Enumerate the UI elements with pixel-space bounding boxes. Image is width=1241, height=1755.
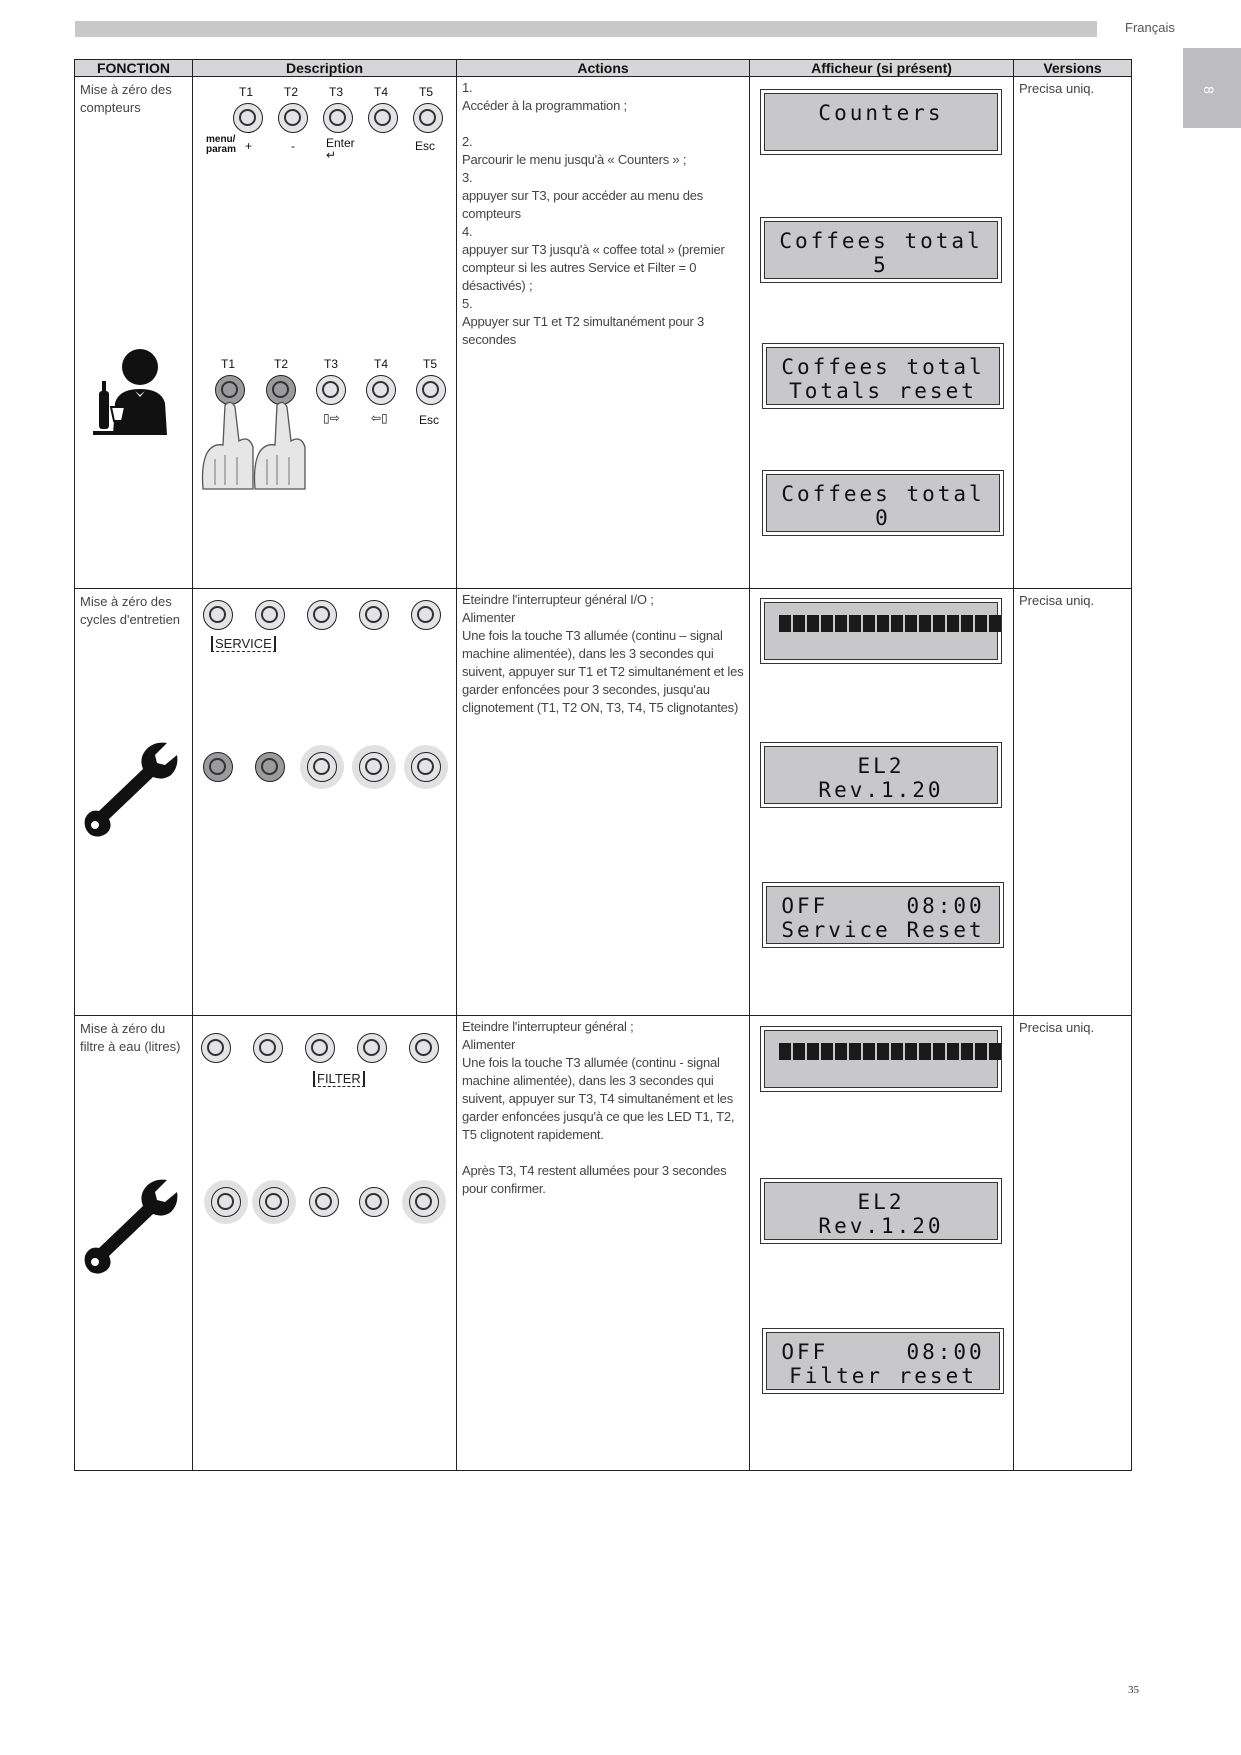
lcd-display: EL2 Rev.1.20 [764, 1182, 998, 1240]
header-bar [75, 21, 1097, 37]
filter-tag: FILTER [313, 1071, 365, 1087]
table-row [75, 589, 1132, 1016]
button-function-label: - [291, 139, 295, 153]
lcd-display: EL2 Rev.1.20 [764, 746, 998, 804]
button-label: T5 [423, 357, 438, 371]
wrench-icon [81, 1176, 181, 1276]
coffee-button-icon [359, 600, 389, 630]
function-name: Mise à zéro des cycles d'entretien [80, 594, 181, 627]
wrench-icon [81, 739, 181, 839]
actions-text: Eteindre l'interrupteur général ; Alimenter Une fois la touche T3 allumée (continu - signal machine alimentée), dans les 3 secondes qui suivent, appuyer sur T3, T4 simultanément et les garder enfoncées jusqu'à ce que les LED T1, T2, T5 clignotent rapidement. Après T3, T4 restent allumées pour 3 secondes pour confirmer. [462, 1019, 735, 1196]
table-row [75, 1016, 1132, 1471]
lcd-display [764, 602, 998, 660]
col-header-actions: Actions [457, 60, 750, 77]
section-tab [1183, 48, 1241, 128]
coffee-button-icon [357, 1033, 387, 1063]
col-header-description: Description [193, 60, 457, 77]
service-tag: SERVICE [211, 636, 276, 652]
teapot-button-icon [309, 1187, 339, 1217]
button-label: T5 [419, 85, 434, 99]
coffee-button-icon [233, 103, 263, 133]
button-function-label: ▯⇨ [323, 411, 340, 425]
coffee-button-icon [203, 752, 233, 782]
coffee-button-icon [359, 752, 389, 782]
lcd-display: Counters [764, 93, 998, 151]
teapot-button-icon [323, 103, 353, 133]
version-text: Precisa uniq. [1019, 593, 1095, 608]
button-label: T3 [324, 357, 339, 371]
lcd-display: Coffees total 5 [764, 221, 998, 279]
button-diagram [193, 77, 456, 587]
function-name: Mise à zéro du filtre à eau (litres) [80, 1021, 181, 1054]
button-function-label: menu/ param [206, 134, 237, 155]
coffee-button-icon [278, 103, 308, 133]
lcd-display: OFF 08:00 Service Reset [766, 886, 1000, 944]
instruction-table [74, 59, 1132, 1471]
lcd-display: OFF 08:00 Filter reset [766, 1332, 1000, 1390]
language-label: Français [1125, 20, 1175, 35]
button-label: T2 [274, 357, 289, 371]
coffee-button-icon [211, 1187, 241, 1217]
button-label: T1 [239, 85, 254, 99]
coffee-button-icon [366, 375, 396, 405]
page-number: 35 [1128, 1684, 1139, 1696]
button-label: T4 [374, 357, 389, 371]
button-function-label: Esc [415, 139, 436, 153]
coffee-button-icon [411, 752, 441, 782]
button-function-label: + [245, 139, 253, 153]
function-name: Mise à zéro des compteurs [80, 82, 172, 115]
lcd-bars [779, 615, 1001, 632]
button-function-label: ⇦▯ [371, 411, 388, 425]
version-text: Precisa uniq. [1019, 81, 1095, 96]
coffee-button-icon [259, 1187, 289, 1217]
section-number: 8 [1200, 86, 1217, 94]
coffee-button-icon [203, 600, 233, 630]
teapot-button-icon [316, 375, 346, 405]
teapot-button-icon [305, 1033, 335, 1063]
coffee-button-icon [416, 375, 446, 405]
table-header-row [75, 60, 1132, 77]
col-header-function: FONCTION [75, 60, 193, 77]
actions-text: 1. Accéder à la programmation ; 2. Parcourir le menu jusqu'à « Counters » ; 3. appuyer sur T3, pour accéder au menu des compteurs 4. appuyer sur T3 jusqu'à « coffee total » (premier compteur si les autres Service et Filter = 0 désactivés) ; 5. Appuyer sur T1 et T2 simultanément pour 3 secondes [462, 80, 725, 347]
lcd-display: Coffees total Totals reset [766, 347, 1000, 405]
button-function-label: Enter ↵ [326, 136, 355, 162]
table-row [75, 77, 1132, 589]
fingers-press-icon [201, 395, 313, 491]
col-header-display: Afficheur (si présent) [750, 60, 1014, 77]
coffee-button-icon [409, 1033, 439, 1063]
coffee-button-icon [368, 103, 398, 133]
coffee-button-icon [411, 600, 441, 630]
button-diagram [193, 1016, 456, 1469]
lcd-display [764, 1030, 998, 1088]
actions-text: Eteindre l'interrupteur général I/O ; Alimenter Une fois la touche T3 allumée (continu – signal machine alimentée), dans les 3 secondes qui suivent, appuyer sur T1 et T2 simultanément et les garder enfoncées pour 3 secondes, jusqu'au clignotement (T1, T2 ON, T3, T4, T5 clignotantes) [462, 592, 744, 715]
col-header-versions: Versions [1014, 60, 1132, 77]
version-text: Precisa uniq. [1019, 1020, 1095, 1035]
button-label: T2 [284, 85, 299, 99]
lcd-bars [779, 1043, 1001, 1060]
button-diagram [193, 589, 456, 1014]
button-label: T3 [329, 85, 344, 99]
button-label: T4 [374, 85, 389, 99]
coffee-button-icon [253, 1033, 283, 1063]
waiter-icon [85, 345, 185, 445]
coffee-button-icon [413, 103, 443, 133]
button-function-label: Esc [419, 413, 440, 427]
coffee-button-icon [255, 752, 285, 782]
coffee-button-icon [359, 1187, 389, 1217]
coffee-button-icon [255, 600, 285, 630]
teapot-button-icon [307, 600, 337, 630]
teapot-button-icon [307, 752, 337, 782]
lcd-display: Coffees total 0 [766, 474, 1000, 532]
coffee-button-icon [201, 1033, 231, 1063]
button-label: T1 [221, 357, 236, 371]
coffee-button-icon [409, 1187, 439, 1217]
